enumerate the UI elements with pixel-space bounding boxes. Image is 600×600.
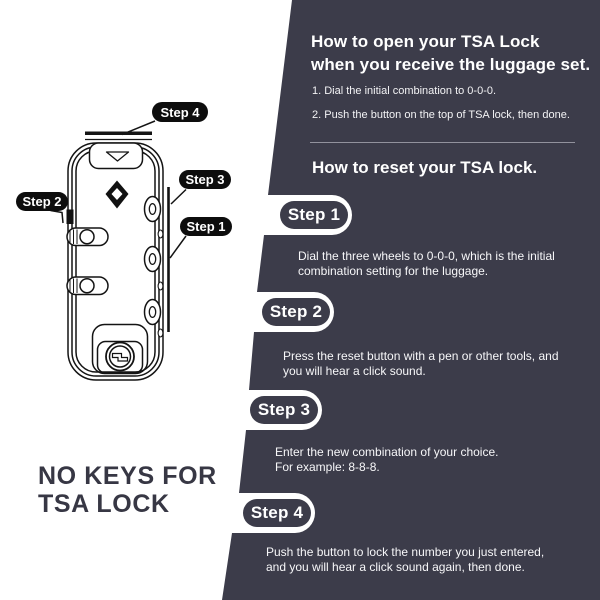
- open-title-line2: when you receive the luggage set.: [311, 54, 591, 74]
- step-3-text-line2: For example: 8-8-8.: [275, 460, 380, 474]
- leader-step3: [171, 190, 186, 205]
- step-2-text-line2: you will hear a click sound.: [283, 364, 426, 378]
- reset-button: [67, 210, 74, 225]
- step-4-badge: Step 4: [243, 499, 311, 527]
- step-3-text-line1: Enter the new combination of your choice.: [275, 445, 499, 459]
- step-1-text: [298, 249, 555, 279]
- zipper-tab-bottom: [67, 277, 108, 295]
- diagram-label-step1: Step 1: [180, 217, 232, 236]
- step-4-text: [266, 545, 544, 575]
- diagram-label-step3: Step 3: [179, 170, 231, 189]
- leader-step2: [51, 211, 64, 224]
- lock-top-button-bar: [85, 132, 152, 136]
- step-1-text-line2: combination setting for the luggage.: [298, 264, 489, 278]
- diagram-label-step2: Step 2: [16, 192, 68, 211]
- reset-section-title: How to reset your TSA lock.: [312, 158, 538, 177]
- open-instruction-1: 1. Dial the initial combination to 0-0-0.: [312, 85, 497, 97]
- open-section-title: [311, 31, 590, 76]
- step-1-badge: Step 1: [280, 201, 348, 229]
- open-instruction-2: 2. Push the button on the top of TSA lock, then done.: [312, 109, 570, 121]
- combination-wheels: [145, 197, 163, 338]
- tsa-keyhole: [93, 325, 148, 374]
- no-keys-caption: [38, 462, 217, 518]
- caption-line2: TSA LOCK: [38, 490, 170, 518]
- leader-step1: [170, 236, 186, 258]
- step-4-text-line2: and you will hear a click sound again, then done.: [266, 560, 525, 574]
- step-3-badge: Step 3: [250, 396, 318, 424]
- lock-illustration: [51, 121, 187, 380]
- section-divider: [310, 142, 575, 143]
- step-3-text: [275, 445, 498, 475]
- caption-line1: NO KEYS FOR: [38, 462, 217, 490]
- step-2-text: [283, 349, 559, 379]
- open-title-line1: How to open your TSA Lock: [311, 32, 540, 51]
- step-1-text-line1: Dial the three wheels to 0-0-0, which is the initial: [298, 249, 555, 263]
- step-2-text-line1: Press the reset button with a pen or other tools, and: [283, 349, 559, 363]
- diagram-label-step4: Step 4: [152, 102, 208, 122]
- step-4-text-line1: Push the button to lock the number you just entered,: [266, 545, 545, 559]
- zipper-tab-top: [67, 228, 108, 246]
- step-2-badge: Step 2: [262, 298, 330, 326]
